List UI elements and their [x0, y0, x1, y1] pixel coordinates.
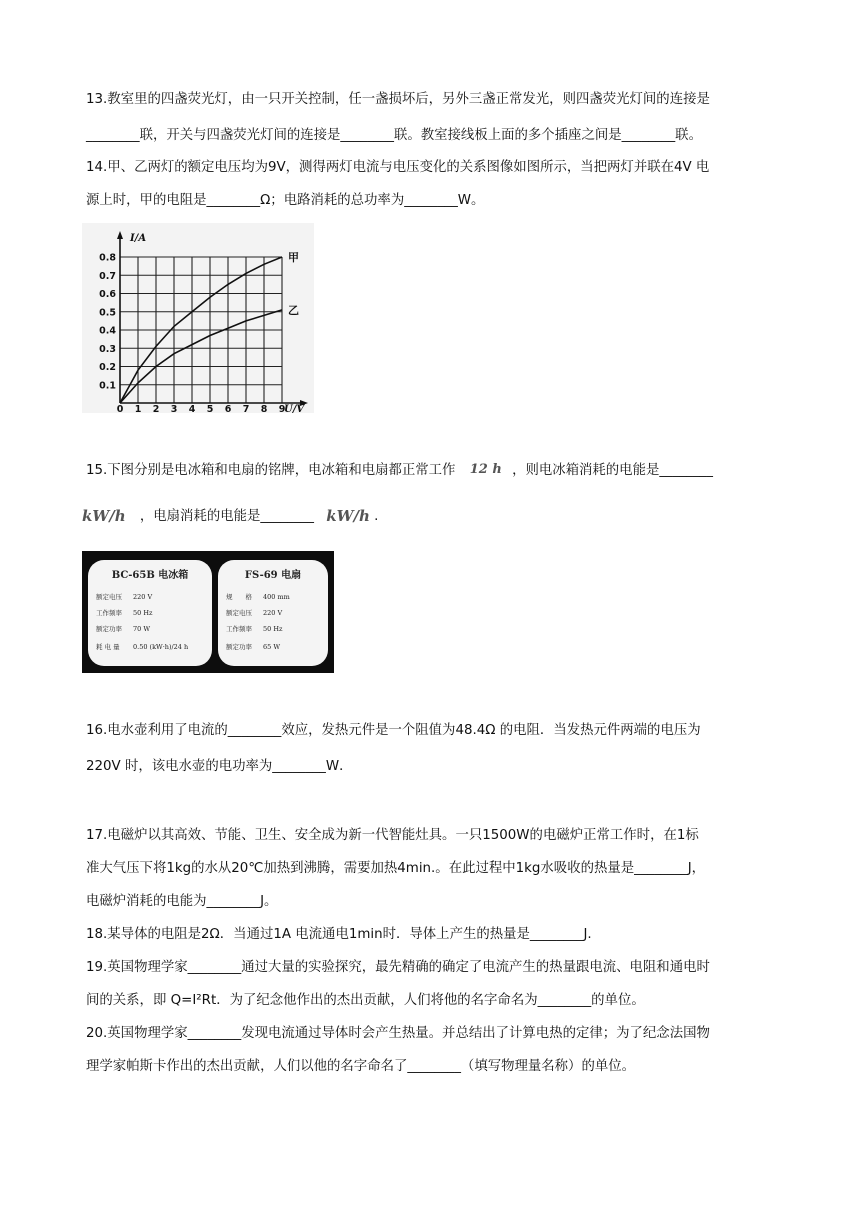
fridge-value-4: 0.50 (kW·h)/24 h [133, 643, 189, 651]
fan-label-2: 额定电压 [226, 609, 252, 617]
fan-label-4: 额定功率 [226, 643, 252, 651]
y-tick-label: 0.2 [99, 362, 116, 373]
fan-value-4: 65 W [263, 643, 281, 651]
unit-image-2: kW/h [326, 507, 370, 525]
q17-line-3: 电磁炉消耗的电能为________J。 [86, 894, 278, 909]
q14-line-1: 14.甲、乙两灯的额定电压均为9V，测得两灯电流与电压变化的关系图像如图所示，当把两灯并联在4V 电 [86, 160, 710, 175]
q13-line-2: ________联，开关与四盏荧光灯间的连接是________联。教室接线板上面的多个插座之间是________联。 [86, 128, 702, 143]
y-tick-label: 0.6 [99, 289, 116, 300]
fan-title: FS-69 电扇 [244, 570, 302, 581]
q20-line-1: 20.英国物理学家________发现电流通过导体时会产生热量。并总结出了计算电热的定律；为了纪念法国物 [86, 1026, 710, 1041]
y-tick-label: 0.7 [99, 270, 116, 282]
fan-label-1: 规 格 [226, 593, 252, 601]
current-voltage-chart-svg [82, 223, 314, 413]
fan-value-2: 220 V [263, 609, 283, 617]
q15-text-end: . [374, 509, 379, 524]
fridge-value-1: 220 V [133, 593, 153, 601]
fan-label-3: 工作频率 [226, 625, 252, 633]
q13-line-1: 13.教室里的四盏荧光灯，由一只开关控制，任一盏损坏后，另外三盏正常发光，则四盏荧光灯间的连接是 [86, 92, 710, 107]
q20-line-2: 理学家帕斯卡作出的杰出贡献，人们以他的名字命名了________（填写物理量名称）的单位。 [86, 1059, 636, 1074]
series-label-yi: 乙 [288, 303, 299, 317]
x-tick-label: 8 [260, 404, 268, 413]
nameplates-svg [82, 551, 334, 673]
y-tick-label: 0.1 [99, 380, 116, 392]
q18-line-1: 18.某导体的电阻是2Ω．当通过1A 电流通电1min时．导体上产生的热量是________J. [86, 927, 592, 942]
unit-image-1: kW/h [82, 507, 126, 525]
x-tick-label: 2 [152, 404, 160, 413]
fridge-label-2: 工作频率 [96, 609, 122, 617]
fridge-label-3: 额定功率 [96, 625, 122, 633]
q16-line-2: 220V 时，该电水壶的电功率为________W． [86, 759, 353, 774]
fridge-label-4: 耗 电 量 [96, 643, 120, 651]
x-axis-label: U/V [284, 404, 305, 413]
y-tick-label: 0.8 [99, 252, 116, 264]
current-voltage-chart [82, 223, 314, 413]
q16-line-1: 16.电水壶利用了电流的________效应，发热元件是一个阻值为48.4Ω 的电阻．当发热元件两端的电压为 [86, 723, 701, 738]
q17-line-1: 17.电磁炉以其高效、节能、卫生、安全成为新一代智能灶具。一只1500W的电磁炉正常工作时，在1标 [86, 828, 699, 843]
y-tick-label: 0.5 [99, 307, 116, 319]
q17-line-2: 准大气压下将1kg的水从20℃加热到沸腾，需要加热4min.。在此过程中1kg水吸收的热量是________J， [86, 861, 706, 876]
q15-line-1 [86, 460, 786, 481]
time-image: 12 h [469, 462, 502, 477]
series-line-yi [120, 310, 282, 403]
fridge-title: BC-65B 电冰箱 [111, 570, 189, 581]
x-tick-label: 9 [278, 404, 286, 413]
q15-text-a: 15.下图分别是电冰箱和电扇的铭牌，电冰箱和电扇都正常工作 [86, 463, 456, 478]
y-axis-arrow [117, 231, 123, 239]
x-tick-label: 4 [188, 404, 196, 413]
y-tick-label: 0.4 [99, 325, 116, 337]
x-tick-label: 1 [134, 404, 142, 413]
y-axis-label: I/A [130, 233, 147, 244]
x-tick-label: 0 [116, 404, 124, 413]
q15-text-c: ，电扇消耗的电能是________ [139, 509, 314, 524]
q19-line-2: 间的关系，即 Q=I²Rt．为了纪念他作出的杰出贡献，人们将他的名字命名为________的单位。 [86, 993, 645, 1008]
y-tick-label: 0.3 [99, 343, 116, 355]
fridge-value-2: 50 Hz [133, 609, 153, 617]
x-tick-label: 7 [242, 404, 250, 413]
fridge-label-1: 额定电压 [96, 593, 122, 601]
x-tick-label: 5 [206, 404, 214, 413]
q19-line-1: 19.英国物理学家________通过大量的实验探究，最先精确的确定了电流产生的热量跟电流、电阻和通电时 [86, 960, 710, 975]
x-tick-label: 3 [170, 404, 178, 413]
fridge-value-3: 70 W [133, 625, 151, 633]
fan-value-1: 400 mm [263, 593, 290, 601]
fan-value-3: 50 Hz [263, 625, 283, 633]
x-tick-label: 6 [224, 404, 232, 413]
q15-text-b: ，则电冰箱消耗的电能是________ [512, 463, 713, 478]
q15-line-2 [82, 506, 782, 527]
series-label-jia: 甲 [288, 251, 299, 264]
nameplates-figure [82, 551, 334, 673]
q14-line-2: 源上时，甲的电阻是________Ω；电路消耗的总功率为________W。 [86, 193, 485, 208]
